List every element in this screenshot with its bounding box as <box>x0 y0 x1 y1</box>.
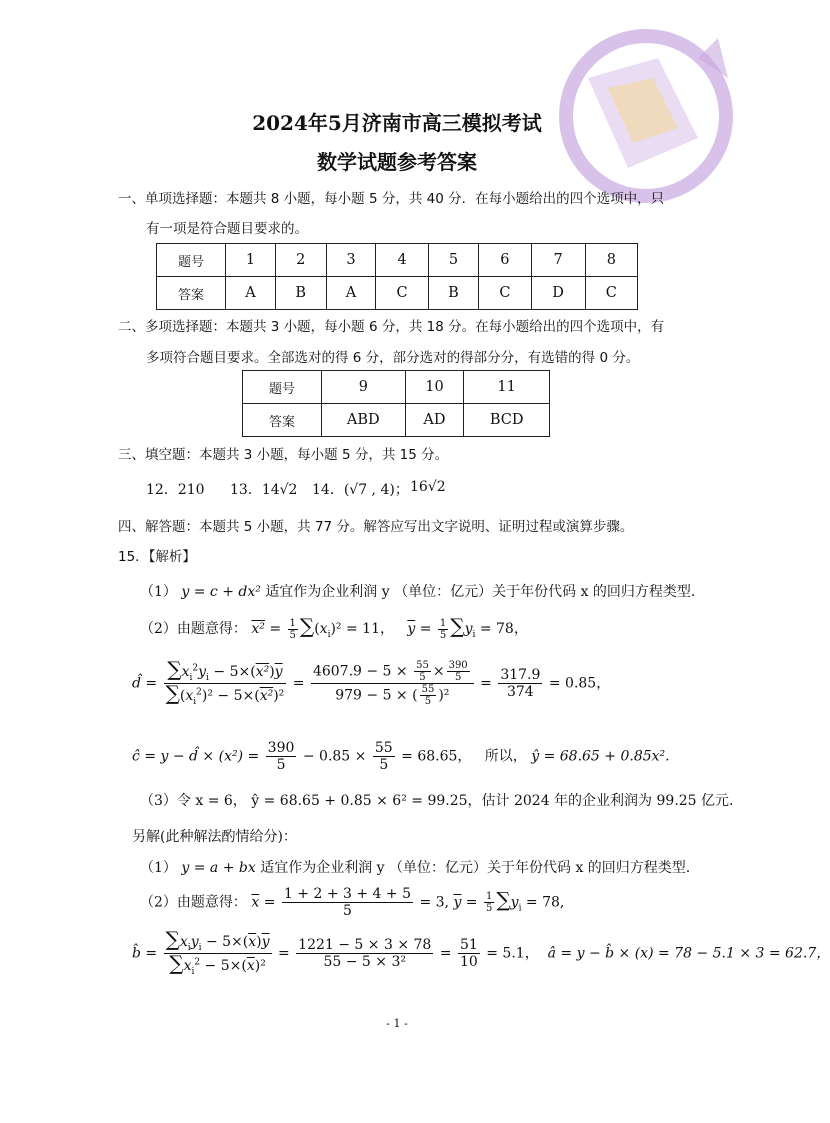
answer-cell: D <box>531 277 585 310</box>
c-frac2-num: 55 <box>374 740 393 756</box>
alt-solution-heading: 另解(此种解法酌情给分)： <box>132 829 297 845</box>
mean-y-result: = 78， <box>479 621 528 637</box>
question-number: 3 <box>326 244 376 277</box>
alt-xbar-num: 1 + 2 + 3 + 4 + 5 <box>283 886 411 902</box>
answer-q14-part1: 14．(√7 , 4)； <box>312 482 409 498</box>
question-number: 2 <box>275 244 326 277</box>
c-frac-den: 5 <box>276 757 286 773</box>
row-label-number: 题号 <box>157 244 226 277</box>
c-final: ŷ = 68.65 + 0.85x². <box>531 748 670 765</box>
d-result-den: 374 <box>506 684 534 700</box>
d-result-num: 317.9 <box>500 667 541 683</box>
c-hat-formula <box>132 740 670 773</box>
d-result: = 0.85， <box>548 675 611 692</box>
question-number: 10 <box>405 371 464 404</box>
answer-cell: AD <box>405 404 464 437</box>
page-number: - 1 - <box>386 1017 408 1030</box>
part-label: （1） <box>140 860 177 876</box>
q15-heading: 15．【解析】 <box>118 549 196 565</box>
page-title: 2024年5月济南市高三模拟考试 <box>252 111 542 135</box>
answer-cell: B <box>428 277 479 310</box>
part-label: （1） <box>140 584 177 600</box>
section4-line1: 四、解答题：本题共 5 小题，共 77 分。解答应写出文字说明、证明过程或演算步骤。 <box>118 519 634 535</box>
question-number: 1 <box>226 244 276 277</box>
d-hat-formula: d̂ = $\frac{\sum x_i^2y_i - 5\times(x^2)\overline{y}}{\sum(x_i^2)^2 - 5\times(x^2)^2}$ = 4607.9 − 5 × $\frac{55}{5}$ × $\frac{390}{5}$ 979 − 5 × ( $\frac{55}{5}$ )² = $\frac{317.9}{374}$ = 0.85， <box>132 657 611 707</box>
c-so: 所以， <box>484 748 527 765</box>
page-subtitle: 数学试题参考答案 <box>317 150 477 174</box>
part-label: （2）由题意得： <box>140 894 247 911</box>
model-formula: y = c + dx² <box>181 584 261 600</box>
answer-cell: A <box>226 277 276 310</box>
b-frac-den: 10 <box>459 953 478 970</box>
d-num-value: 4607.9 − 5 × <box>312 663 408 680</box>
answer-cell: ABD <box>322 404 406 437</box>
part-text: 适宜作为企业利润 y （单位：亿元）关于年份代码 x 的回归方程类型. <box>265 584 696 600</box>
section2-line2: 多项符合题目要求。全部选对的得 6 分，部分选对的得部分分，有选错的得 0 分。 <box>146 350 640 366</box>
answer-q12: 12．210 <box>146 482 205 498</box>
answer-cell: C <box>376 277 428 310</box>
q15-part3: （3）令 x = 6， ŷ = 68.65 + 0.85 × 6² = 99.25，估计 2024 年的企业利润为 99.25 亿元. <box>140 793 734 809</box>
multi-choice-answer-table <box>242 370 550 437</box>
question-number: 6 <box>479 244 531 277</box>
b-hat-formula: b̂ = $\frac{\sum x_iy_i - 5\times(\overline{x})\overline{y}}{\sum x_i^2 - 5\times(\overline{x})^2}$ = $\frac{1221 - 5 \times 3 \times 78}{\text{55 − 5 × 3²}}$ = $\frac{51}{10}$ = 5.1， â = y − b̂ × (x) = 78 − 5.1 × 3 = 62.7， <box>132 927 830 977</box>
answer-q13: 13．14√2 <box>230 482 298 498</box>
answer-q14-part2: 16√2 <box>410 479 446 495</box>
d-den-value: 979 − 5 × ( <box>335 687 418 704</box>
part-text: 适宜作为企业利润 y （单位：亿元）关于年份代码 x 的回归方程类型. <box>260 860 691 876</box>
answer-cell: BCD <box>464 404 550 437</box>
alt-model-formula: y = a + bx <box>181 860 256 876</box>
section1-line2: 有一项是符合题目要求的。 <box>146 221 308 237</box>
q15-part2-means: （2）由题意得： x² = $\frac{1}{5}$ $\sum(x_i)^2 = 11$， $\overline{y}$ = $\frac{1}{5}$ $\sum y_i = 78$， <box>140 614 528 641</box>
question-number: 8 <box>585 244 637 277</box>
alt-ybar-result: = 78, <box>525 894 565 911</box>
b-result: = 5.1， <box>486 945 539 962</box>
c-rest: − 0.85 × <box>302 748 367 765</box>
question-number: 7 <box>531 244 585 277</box>
row-label-number: 题号 <box>243 371 322 404</box>
c-frac-num: 390 <box>267 740 295 756</box>
c-line: ĉ = y − d̂ × (x²) = <box>132 748 260 765</box>
alt-xbar-den: 5 <box>342 903 352 919</box>
a-line: â = y − b̂ × (x) = 78 − 5.1 × 3 = 62.7， <box>547 945 830 962</box>
answer-cell: A <box>326 277 376 310</box>
answer-cell: C <box>585 277 637 310</box>
c-result: = 68.65， <box>401 748 472 765</box>
question-number: 9 <box>322 371 406 404</box>
alt-part1 <box>140 857 690 877</box>
c-frac2-den: 5 <box>379 757 389 773</box>
part-label: （2）由题意得： <box>140 621 247 637</box>
single-choice-answer-table <box>156 243 638 310</box>
b-den-value: 55 − 5 × 3² <box>323 953 406 970</box>
q15-part1 <box>140 581 695 601</box>
row-label-answer: 答案 <box>243 404 322 437</box>
alt-part2-means: （2）由题意得： $\overline{x}$ = $\frac{1 + 2 + 3 + 4 + 5}{5}$ = 3, $\overline{y}$ = $\frac{1}{5}$ $\sum y_i = 78$, <box>140 886 565 919</box>
answer-cell: B <box>275 277 326 310</box>
b-frac-num: 51 <box>459 936 478 953</box>
question-number: 4 <box>376 244 428 277</box>
section1-line1: 一、单项选择题：本题共 8 小题，每小题 5 分，共 40 分．在每小题给出的四个选项中，只 <box>118 191 665 207</box>
section3-line1: 三、填空题：本题共 3 小题，每小题 5 分，共 15 分。 <box>118 447 449 463</box>
question-number: 11 <box>464 371 550 404</box>
alt-xbar-result: = 3, <box>419 894 449 911</box>
row-label-answer: 答案 <box>157 277 226 310</box>
answer-cell: C <box>479 277 531 310</box>
b-num-value: 1221 − 5 × 3 × 78 <box>298 936 432 953</box>
question-number: 5 <box>428 244 479 277</box>
mean-x2-result: = 11， <box>345 621 394 637</box>
section2-line1: 二、多项选择题：本题共 3 小题，每小题 6 分，共 18 分。在每小题给出的四个选项中，有 <box>118 319 665 335</box>
